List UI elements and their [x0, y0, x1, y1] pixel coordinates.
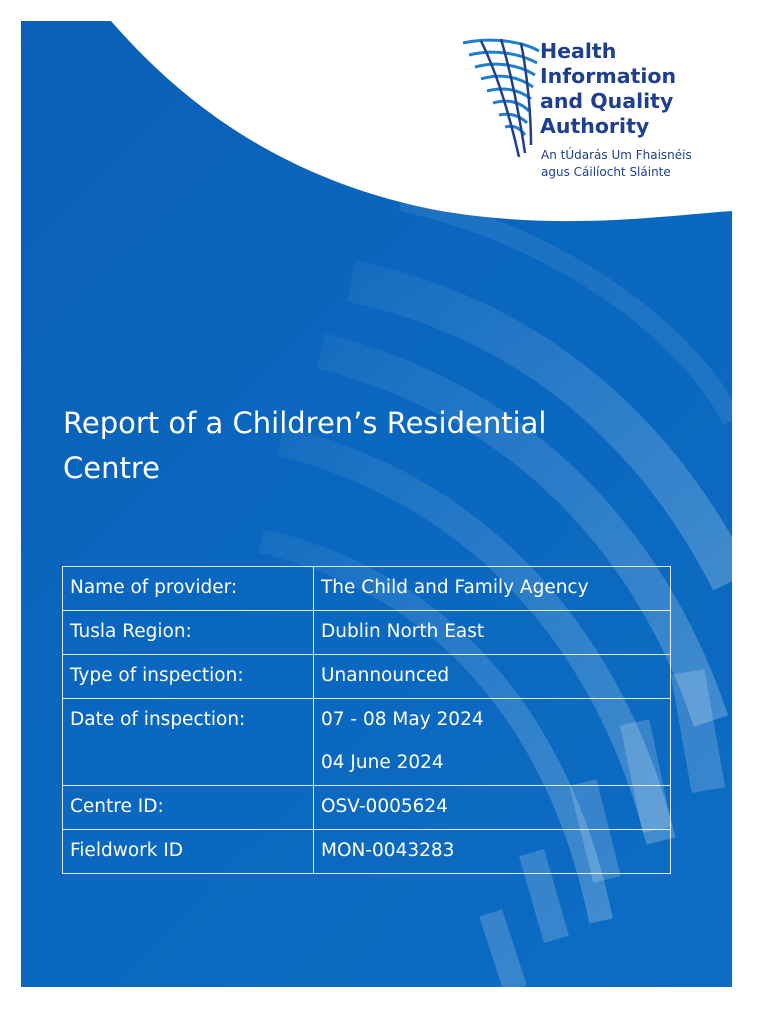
inspection-details-table: [62, 566, 671, 874]
logo-line-health: Health: [540, 39, 617, 63]
hiqa-arc-logo-icon: [461, 33, 541, 163]
inspection-date-value-1: 07 - 08 May 2024: [321, 709, 484, 730]
inspection-date-value-2: 04 June 2024: [321, 752, 444, 773]
report-title-line-1: Report of a Children’s Residential: [63, 406, 547, 440]
table-row: [63, 830, 671, 874]
tusla-region-label: Tusla Region:: [63, 611, 314, 655]
fieldwork-id-value: MON-0043283: [314, 830, 671, 874]
inspection-date-cell: [314, 699, 671, 786]
table-row: [63, 611, 671, 655]
hiqa-logo-wordmark: [540, 39, 676, 139]
table-row: [63, 655, 671, 699]
fieldwork-id-label: Fieldwork ID: [63, 830, 314, 874]
tusla-region-value: Dublin North East: [314, 611, 671, 655]
report-cover: [21, 21, 732, 987]
report-title-line-2: Centre: [63, 451, 160, 485]
table-row: [63, 567, 671, 611]
hiqa-irish-name: [541, 147, 692, 181]
inspection-type-label: Type of inspection:: [63, 655, 314, 699]
provider-label: Name of provider:: [63, 567, 314, 611]
inspection-date-label: Date of inspection:: [63, 699, 314, 786]
provider-value: The Child and Family Agency: [314, 567, 671, 611]
report-title: [63, 401, 663, 491]
logo-line-information: Information: [540, 64, 677, 88]
centre-id-value: OSV-0005624: [314, 786, 671, 830]
inspection-type-value: Unannounced: [314, 655, 671, 699]
table-row: [63, 786, 671, 830]
irish-name-line-1: An tÚdarás Um Fhaisnéis: [541, 148, 692, 162]
logo-line-and-quality: and Quality: [540, 89, 674, 113]
table-row: [63, 699, 671, 786]
irish-name-line-2: agus Cáilíocht Sláinte: [541, 165, 671, 179]
centre-id-label: Centre ID:: [63, 786, 314, 830]
logo-line-authority: Authority: [540, 114, 650, 138]
